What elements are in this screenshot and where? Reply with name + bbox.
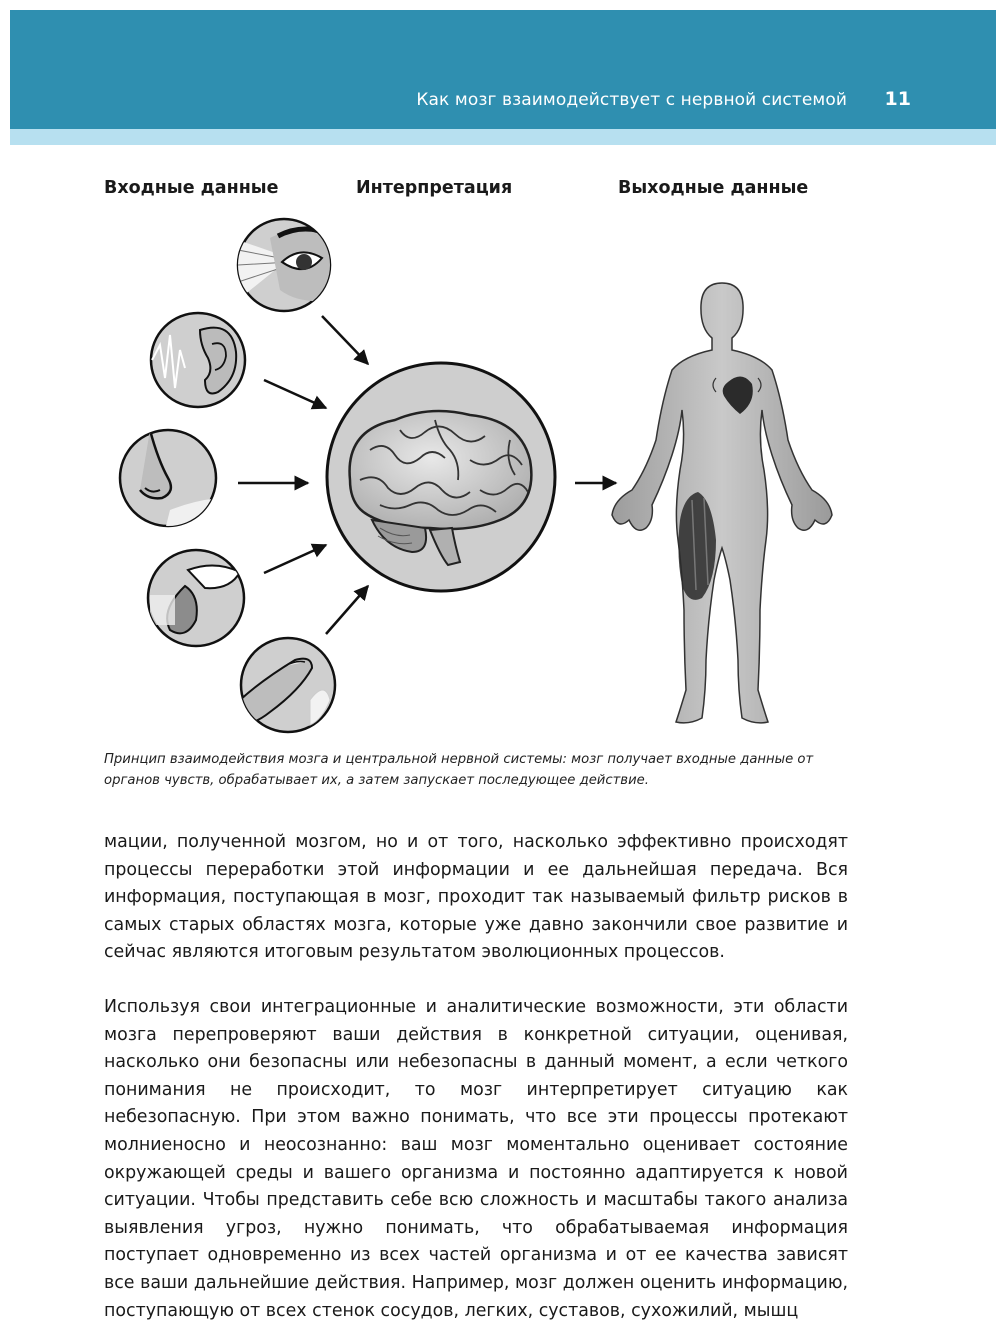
header-strip — [10, 129, 996, 145]
figure-caption: Принцип взаимодействия мозга и центральной нервной системы: мозг получает входные данные от органов чувств, обрабатывает их, а затем запускает последующее действие. — [104, 752, 814, 788]
paragraph-1: мации, полученной мозгом, но и от того, насколько эффективно происходят процессы переработки этой информации и ее дальнейшая передача. Вся информация, поступающая в мозг, проходит так называемый фильтр рисков в самых старых областях мозга, которые уже давно закончили свое развитие и сейчас являются итоговым результатом эволюционных процессов. — [104, 832, 848, 963]
running-title: Как мозг взаимодействует с нервной системой — [416, 90, 847, 110]
column-label-input: Входные данные — [104, 178, 279, 198]
brain-nervous-system-figure — [90, 205, 850, 745]
nose-icon — [120, 430, 220, 530]
tongue-icon — [148, 550, 244, 646]
paragraph-2: Используя свои интеграционные и аналитические возможности, эти области мозга перепроверяют ваши действия в конкретной ситуации, оценивая, насколько они безопасны или небезопасны в данный момент, а если четкого понимания не происходит, то мозг интерпретирует ситуацию как небезопасную. При этом важно понимать, что все эти процессы протекают молниеносно и неосознанно: ваш мозг моментально оценивает состояние окружающей среды и вашего организма и постоянно адаптируется к новой ситуации. Чтобы представить себе всю сложность и масштабы такого анализа выявления угроз, нужно понимать, что обрабатываемая информация поступает одновременно из всех частей организма и от ее качества зависят все ваши дальнейшие действия. Например, мозг должен оценить информацию, поступающую от всех стенок сосудов, легких, суставов, сухожилий, мышц — [104, 997, 848, 1321]
column-label-output: Выходные данные — [618, 178, 809, 198]
eye-icon — [238, 219, 335, 311]
ear-icon — [151, 313, 245, 407]
brain-icon — [327, 363, 555, 591]
column-label-interpretation: Интерпретация — [356, 178, 513, 198]
page-number: 11 — [884, 88, 911, 110]
header-band — [10, 10, 996, 129]
human-body-icon — [612, 283, 832, 723]
finger-icon — [240, 638, 335, 732]
